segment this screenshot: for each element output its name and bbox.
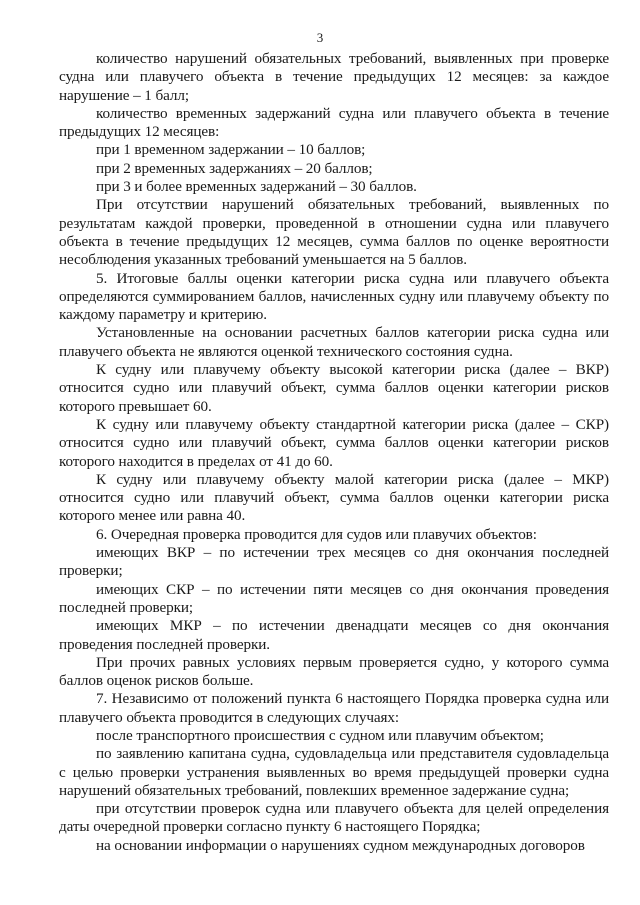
list-item-after-accident: после транспортного происшествия с судном или плавучим объектом; [96,726,544,744]
paragraph-vkr-schedule: имеющих ВКР – по истечении трех месяцев со дня окончания последней проверки; [59,544,609,580]
paragraph-detentions-count: количество временных задержаний судна или плавучего объекта в течение предыдущих 12 месяцев: [59,104,609,141]
document-body [59,50,609,855]
list-item-three-detentions: при 3 и более временных задержаний – 30 баллов. [96,178,417,196]
paragraph-no-violations: При отсутствии нарушений обязательных требований, выявленных по результатам каждой проверки, проведенной в отношении судна или плавучего объекта в течение предыдущих 12 месяцев, сумма баллов по оценке вероятности несоблюдения указанных требований уменьшается на 5 баллов. [59,196,609,269]
paragraph-violations-count: количество нарушений обязательных требований, выявленных при проверке судна или плавучего объекта в течение предыдущих 12 месяцев: за каждое нарушение – 1 балл; [59,50,609,104]
list-item-international-violations: на основании информации о нарушениях судном международных договоров [96,836,585,854]
paragraph-high-risk: К судну или плавучему объекту высокой категории риска (далее – ВКР) относится судно или плавучий объект, сумма баллов оценки категории рисков которого превышает 60. [59,361,609,415]
paragraph-priority: При прочих равных условиях первым проверяется судно, у которого сумма баллов оценок рисков больше. [59,653,609,690]
paragraph-item-7: 7. Независимо от положений пункта 6 настоящего Порядка проверка судна или плавучего объекта проводится в следующих случаях: [59,690,609,726]
list-item-one-detention: при 1 временном задержании – 10 баллов; [96,141,366,159]
paragraph-item-6: 6. Очередная проверка проводится для судов или плавучих объектов: [96,525,537,543]
paragraph-skr-schedule: имеющих СКР – по истечении пяти месяцев со дня окончания проведения последней проверки; [59,580,609,616]
list-item-two-detentions: при 2 временных задержаниях – 20 баллов; [96,159,373,177]
list-item-captain-request: по заявлению капитана судна, судовладельца или представителя судовладельца с целью проверки устранения выявленных во время предыдущей проверки судна нарушений обязательных требований, повлекших временное задержание судна; [59,745,609,799]
paragraph-standard-risk: К судну или плавучему объекту стандартной категории риска (далее – СКР) относится судно или плавучий объект, сумма баллов оценки категории рисков которого находится в пределах от 41 до 60. [59,415,609,470]
list-item-no-inspections: при отсутствии проверок судна или плавучего объекта для целей определения даты очередной проверки согласно пункту 6 настоящего Порядка; [59,800,609,836]
page-number: 3 [316,30,324,45]
paragraph-item-5: 5. Итоговые баллы оценки категории риска судна или плавучего объекта определяются суммированием баллов, начисленных судну или плавучему объекту по каждому параметру и критерию. [59,269,609,324]
paragraph-low-risk: К судну или плавучему объекту малой категории риска (далее – МКР) относится судно или плавучий объект, сумма баллов оценки категории риска которого менее или равна 40. [59,470,609,525]
paragraph-mkr-schedule: имеющих МКР – по истечении двенадцати месяцев со дня окончания проведения последней проверки. [59,617,609,653]
paragraph-risk-not-technical: Установленные на основании расчетных баллов категории риска судна или плавучего объекта не являются оценкой технического состояния судна. [59,324,609,360]
